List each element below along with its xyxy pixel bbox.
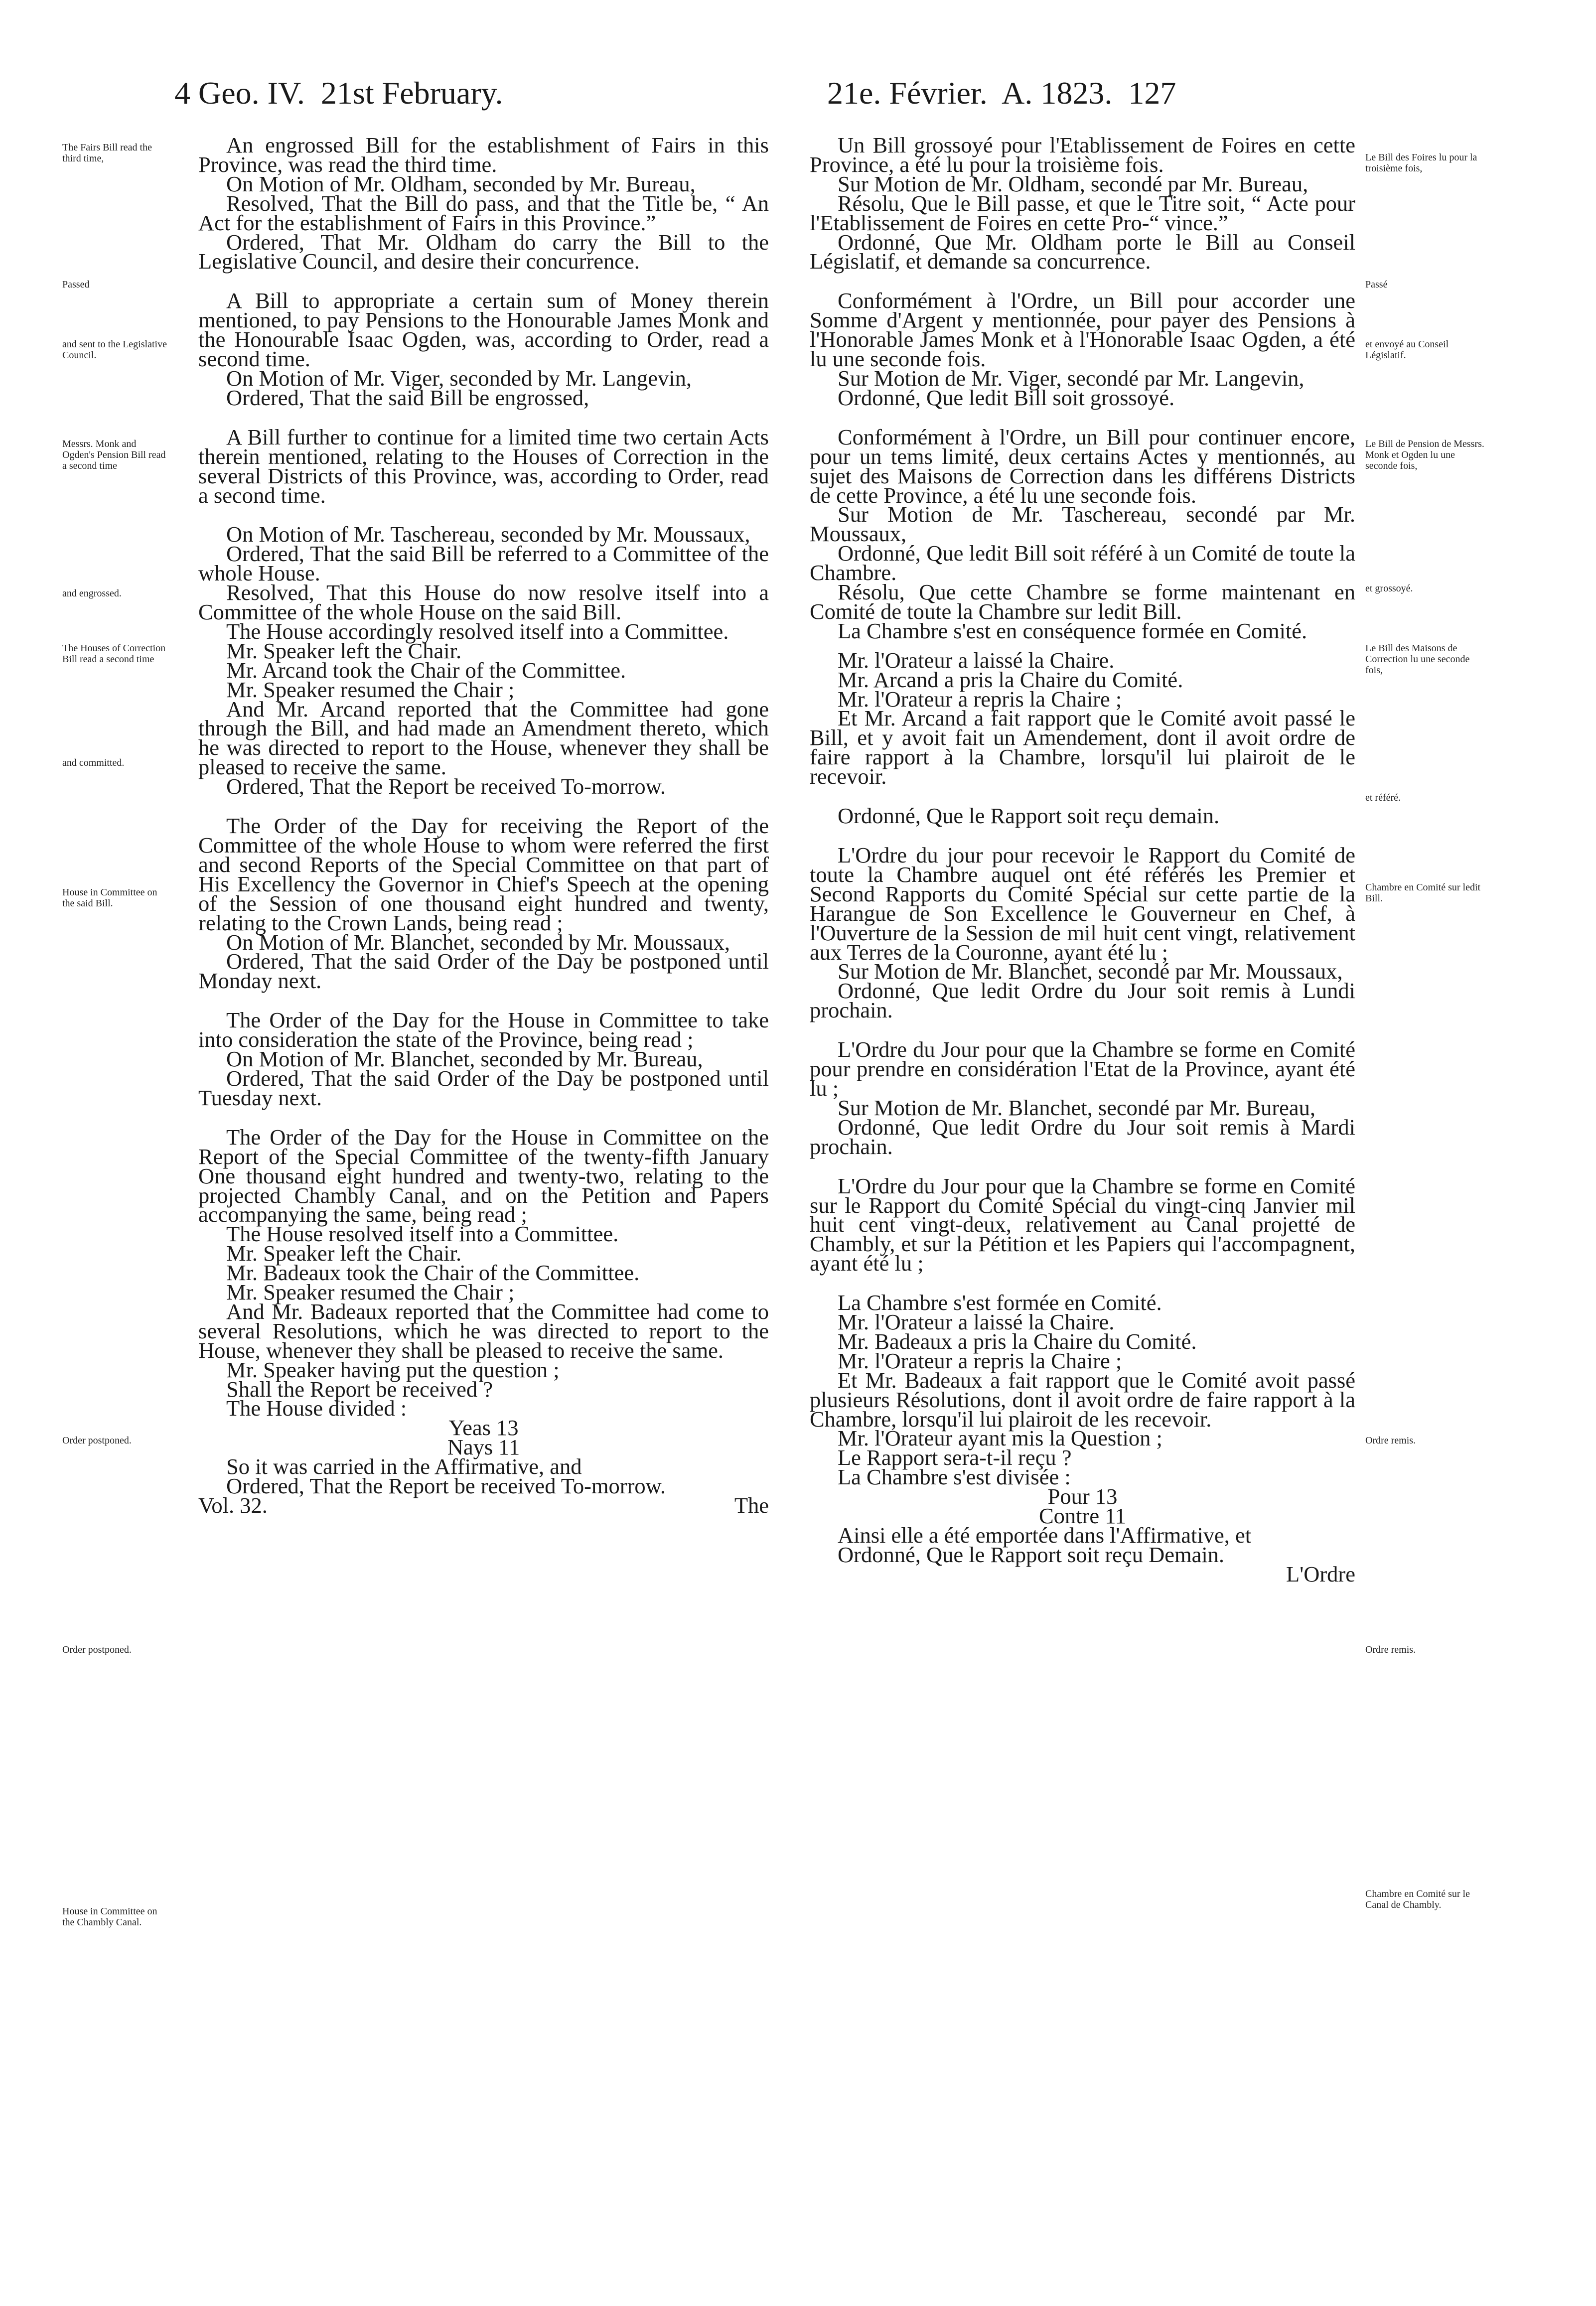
en-yeas: Yeas 13 (448, 1415, 519, 1441)
margin-note-right: Le Bill des Maisons de Correction lu une seconde fois, (1365, 643, 1470, 676)
fr-para-26: Mr. l'Orateur a laissé la Chaire. (838, 1309, 1115, 1335)
en-para-5: A Bill to appropriate a certain sum of Money therein mentioned, to pay Pensions to the Honourable James Monk and the Honourable Isaac Ogden, was, according to Order, read a second time. (198, 288, 769, 372)
en-para-2: On Motion of Mr. Oldham, seconded by Mr. Bureau, (226, 171, 696, 196)
catchword-english: The (734, 1493, 769, 1518)
catchword-french: L'Ordre (1286, 1561, 1355, 1586)
en-para-35: So it was carried in the Affirmative, and (226, 1454, 582, 1479)
en-para-20: Ordered, That the said Order of the Day be postponed until Monday next. (198, 949, 769, 994)
fr-para-8: Conformément à l'Ordre, un Bill pour continuer encore, pour un tems limité, deux certains Actes y mentionnés, au sujet des Maisons de Correction dans les différens Districts de cette Province, a été lu une seconde fois. (810, 424, 1355, 508)
en-para-25: The House resolved itself into a Committee. (226, 1221, 619, 1247)
en-para-29: And Mr. Badeaux reported that the Committee had come to several Resolutions, which he was directed to report to the House, whenever they shall be pleased to receive the same. (198, 1298, 769, 1363)
fr-contre: Contre 11 (1038, 1503, 1127, 1529)
margin-note-right: Le Bill de Pension de Messrs. Monk et Ogden lu une seconde fois, (1365, 438, 1484, 471)
en-para-24: The Order of the Day for the House in Committee on the Report of the Special Committee of the twenty-fifth January One thousand eight hundred and twenty-two, relating to the projected Chambly Canal, and on the Petition and Papers accompanying the same, being read ; (198, 1124, 769, 1227)
margin-note-right: Chambre en Comité sur le Canal de Chambly. (1365, 1888, 1470, 1910)
en-para-22: On Motion of Mr. Blanchet, seconded by Mr. Bureau, (226, 1046, 703, 1072)
french-column (810, 133, 1355, 1586)
margin-note-right: Le Bill des Foires lu pour la troisième fois, (1365, 152, 1477, 174)
en-para-36: Ordered, That the Report be received To-morrow. (226, 1473, 666, 1499)
en-para-1: An engrossed Bill for the establishment of Fairs in this Province, was read the third time. (198, 133, 769, 177)
fr-para-19: Sur Motion de Mr. Blanchet, secondé par Mr. Moussaux, (838, 959, 1343, 984)
fr-para-14: Mr. Arcand a pris la Chaire du Comité. (838, 667, 1183, 692)
fr-para-32: La Chambre s'est divisée : (838, 1464, 1071, 1490)
fr-para-25: La Chambre s'est formée en Comité. (838, 1290, 1162, 1315)
fr-para-28: Mr. l'Orateur a repris la Chaire ; (838, 1348, 1122, 1373)
en-para-28: Mr. Speaker resumed the Chair ; (226, 1280, 515, 1305)
fr-para-36: Ordonné, Que le Rapport soit reçu Demain. (838, 1542, 1225, 1567)
margin-note-right: et envoyé au Conseil Législatif. (1365, 339, 1449, 361)
margin-note-left: Messrs. Monk and Ogden's Pension Bill read a second time (62, 438, 166, 471)
en-para-10: Ordered, That the said Bill be referred to a Committee of the whole House. (198, 541, 769, 586)
margin-note-right: Ordre remis. (1365, 1435, 1416, 1446)
en-para-17: Ordered, That the Report be received To-morrow. (226, 774, 666, 799)
fr-para-2: Sur Motion de Mr. Oldham, secondé par Mr. Bureau, (838, 171, 1308, 196)
margin-note-left: House in Committee on the said Bill. (62, 887, 157, 909)
en-para-12: The House accordingly resolved itself into a Committee. (226, 618, 729, 644)
fr-para-24: L'Ordre du Jour pour que la Chambre se forme en Comité sur le Rapport du Comité Spécial du vingt-cinq Janvier mil huit cent vingt-deux, relativement au Canal projetté de Chambly, et sur la Pétition et les Papiers qui l'accompagnent, ayant été lu ; (810, 1173, 1355, 1276)
fr-para-9: Sur Motion de Mr. Taschereau, secondé par Mr. Moussaux, (810, 502, 1355, 547)
en-nays: Nays 11 (447, 1435, 520, 1460)
en-para-21: The Order of the Day for the House in Committee to take into consideration the state of the Province, being read ; (198, 1008, 769, 1052)
en-para-26: Mr. Speaker left the Chair. (226, 1241, 462, 1266)
fr-para-27: Mr. Badeaux a pris la Chaire du Comité. (838, 1328, 1197, 1354)
fr-para-3: Résolu, Que le Bill passe, et que le Titre soit, “ Acte pour l'Etablissement de Foires en cette Pro-“ vince.” (810, 190, 1355, 235)
fr-para-13: Mr. l'Orateur a laissé la Chaire. (838, 647, 1115, 673)
en-para-3: Resolved, That the Bill do pass, and that the Title be, “ An Act for the establishment of Fairs in this Province.” (198, 190, 769, 235)
en-para-7: Ordered, That the said Bill be engrossed, (226, 385, 589, 410)
en-para-16: And Mr. Arcand reported that the Committee had gone through the Bill, and had made an Amendment thereto, which he was directed to report to the House, whenever they shall be pleased to receive the same. (198, 696, 769, 780)
en-para-9: On Motion of Mr. Taschereau, seconded by Mr. Moussaux, (226, 522, 750, 547)
english-column (198, 133, 769, 1518)
en-para-32: The House divided : (226, 1396, 407, 1421)
margin-note-right: et grossoyé. (1365, 583, 1413, 594)
running-header-right: 21e. Février. A. 1823. 127 (827, 75, 1176, 111)
volume-number: Vol. 32. (198, 1493, 268, 1518)
fr-para-18: L'Ordre du jour pour recevoir le Rapport du Comité de toute la Chambre auquel ont été référés les Premier et Second Rapports du Comité Spécial sur cette partie de la Harangue de Son Excellence le Gouverneur en Chef, à l'Ouverture de la Session de mil huit cent vingt, relativement aux Terres de la Couronne, ayant été lu ; (810, 843, 1355, 965)
margin-note-left: House in Committee on the Chambly Canal. (62, 1906, 157, 1928)
fr-para-10: Ordonné, Que ledit Bill soit référé à un Comité de toute la Chambre. (810, 541, 1355, 585)
en-para-30: Mr. Speaker having put the question ; (226, 1357, 560, 1382)
margin-note-right: Chambre en Comité sur ledit Bill. (1365, 882, 1481, 904)
margin-note-left: Passed (62, 279, 90, 290)
fr-pour: Pour 13 (1047, 1484, 1118, 1509)
fr-para-7: Ordonné, Que ledit Bill soit grossoyé. (838, 385, 1175, 410)
en-para-31: Shall the Report be received ? (226, 1376, 493, 1402)
margin-note-left: The Fairs Bill read the third time, (62, 142, 152, 164)
fr-para-35: Ainsi elle a été emportée dans l'Affirmative, et (838, 1523, 1252, 1548)
fr-para-16: Et Mr. Arcand a fait rapport que le Comité avoit passé le Bill, et y avoit fait un Amendement, dont il avoit ordre de faire rapport à la Chambre, lorsqu'il lui plairoit de le recevoir. (810, 706, 1355, 789)
fr-para-21: L'Ordre du Jour pour que la Chambre se forme en Comité pour prendre en considération l'Etat de la Province, ayant été lu ; (810, 1037, 1355, 1101)
en-para-15: Mr. Speaker resumed the Chair ; (226, 677, 515, 702)
running-header-left: 4 Geo. IV. 21st February. (174, 75, 503, 111)
en-para-11: Resolved, That this House do now resolve itself into a Committee of the whole House on the said Bill. (198, 580, 769, 625)
fr-para-31: Le Rapport sera-t-il reçu ? (838, 1445, 1072, 1470)
margin-note-left: The Houses of Correction Bill read a second time (62, 643, 166, 665)
margin-note-right: Passé (1365, 279, 1388, 290)
en-para-13: Mr. Speaker left the Chair. (226, 638, 462, 663)
fr-para-30: Mr. l'Orateur ayant mis la Question ; (838, 1426, 1162, 1451)
fr-para-17: Ordonné, Que le Rapport soit reçu demain. (838, 803, 1220, 829)
margin-note-left: and sent to the Legislative Council. (62, 339, 167, 361)
fr-para-5: Conformément à l'Ordre, un Bill pour accorder une Somme d'Argent y mentionnée, pour payer des Pensions à l'Honorable James Monk et à l'Honorable Isaac Ogden, a été lu une seconde fois. (810, 288, 1355, 372)
en-para-18: The Order of the Day for receiving the Report of the Committee of the whole House to whom were referred the first and second Reports of the Special Committee on that part of His Excellency the Governor in Chief's Speech at the opening of the Session of one thousand eight hundred and twenty, relating to the Crown Lands, being read ; (198, 813, 769, 935)
margin-note-left: Order postponed. (62, 1435, 132, 1446)
en-para-8: A Bill further to continue for a limited time two certain Acts therein mentioned, relating to the Houses of Correction in the several Districts of this Province, was, according to Order, read a second time. (198, 424, 769, 508)
margin-note-right: et référé. (1365, 792, 1401, 803)
fr-para-20: Ordonné, Que ledit Ordre du Jour soit remis à Lundi prochain. (810, 978, 1355, 1023)
fr-para-29: Et Mr. Badeaux a fait rapport que le Comité avoit passé plusieurs Résolutions, dont il avoit ordre de faire rapport à la Chambre, lorsqu'il lui plairoit de les recevoir. (810, 1367, 1355, 1432)
en-para-6: On Motion of Mr. Viger, seconded by Mr. Langevin, (226, 365, 692, 391)
fr-para-12: La Chambre s'est en conséquence formée en Comité. (838, 618, 1307, 643)
en-para-14: Mr. Arcand took the Chair of the Committee. (226, 657, 626, 683)
margin-note-right: Ordre remis. (1365, 1644, 1416, 1655)
fr-para-22: Sur Motion de Mr. Blanchet, secondé par Mr. Bureau, (838, 1095, 1316, 1120)
fr-para-1: Un Bill grossoyé pour l'Etablissement de Foires en cette Province, a été lu pour la troisième fois. (810, 133, 1355, 177)
fr-para-6: Sur Motion de Mr. Viger, secondé par Mr. Langevin, (838, 365, 1305, 391)
margin-note-left: and engrossed. (62, 588, 122, 599)
en-para-23: Ordered, That the said Order of the Day be postponed until Tuesday next. (198, 1065, 769, 1110)
margin-note-left: Order postponed. (62, 1644, 132, 1655)
fr-para-4: Ordonné, Que Mr. Oldham porte le Bill au Conseil Législatif, et demande sa concurrence. (810, 229, 1355, 274)
en-para-4: Ordered, That Mr. Oldham do carry the Bill to the Legislative Council, and desire their concurrence. (198, 229, 769, 274)
fr-para-15: Mr. l'Orateur a repris la Chaire ; (838, 686, 1122, 712)
margin-note-left: and committed. (62, 757, 125, 768)
en-para-19: On Motion of Mr. Blanchet, seconded by Mr. Moussaux, (226, 929, 730, 955)
en-para-27: Mr. Badeaux took the Chair of the Committee. (226, 1260, 640, 1286)
fr-para-23: Ordonné, Que ledit Ordre du Jour soit remis à Mardi prochain. (810, 1114, 1355, 1159)
fr-para-11: Résolu, Que cette Chambre se forme maintenant en Comité de toute la Chambre sur ledit Bill. (810, 579, 1355, 624)
